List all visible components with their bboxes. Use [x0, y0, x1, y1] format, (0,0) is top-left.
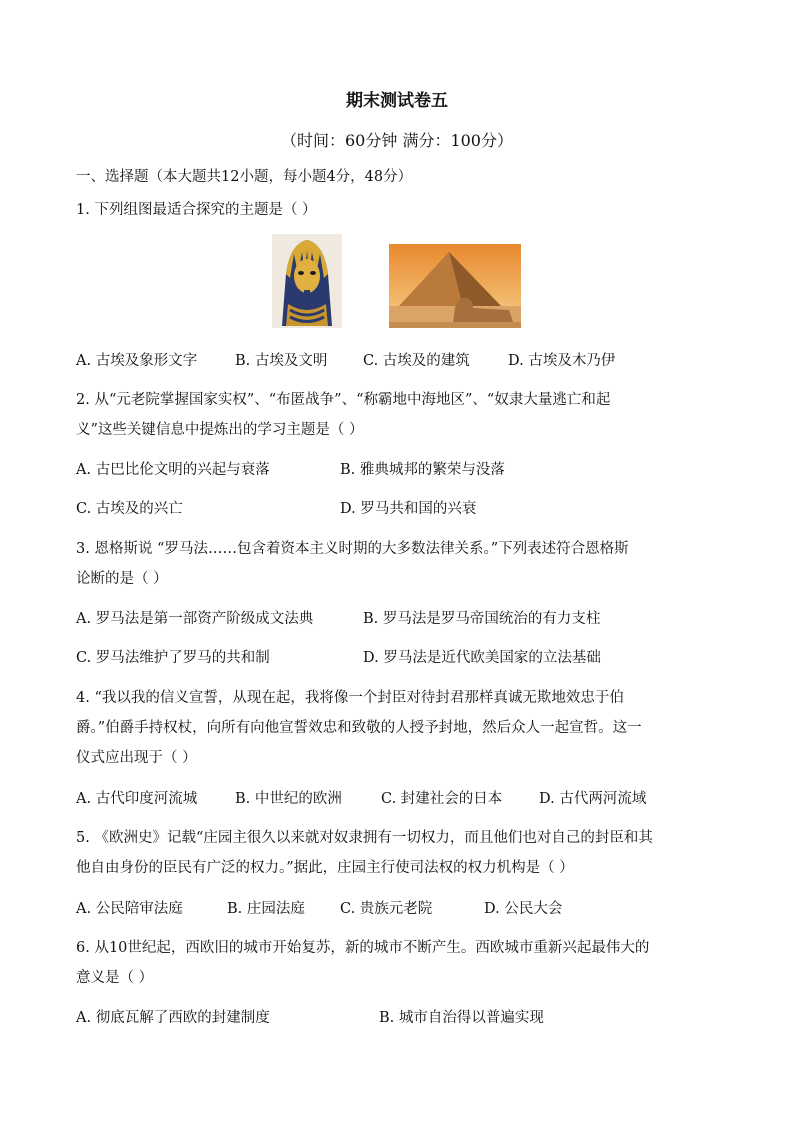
question-1-text: 1. 下列组图最适合探究的主题是（ ） — [76, 202, 317, 218]
question-1-option-d[interactable]: D. 古埃及木乃伊 — [508, 353, 616, 369]
question-5-text-line-1: 5. 《欧洲史》记载“庄园主很久以来就对奴隶拥有一切权力，而且他们也对自己的封臣和其 — [76, 830, 653, 846]
question-2-option-d[interactable]: D. 罗马共和国的兴衰 — [340, 501, 477, 517]
question-2-option-c[interactable]: C. 古埃及的兴亡 — [76, 501, 183, 517]
question-5-text-line-2: 他自由身份的臣民有广泛的权力。”据此，庄园主行使司法权的权力机构是（ ） — [76, 860, 574, 876]
question-4-text-line-1: 4. “我以我的信义宣誓，从现在起，我将像一个封臣对待封君那样真诚无欺地效忠于伯 — [76, 690, 624, 706]
question-6-option-b[interactable]: B. 城市自治得以普遍实现 — [379, 1010, 544, 1026]
question-1-option-a[interactable]: A. 古埃及象形文字 — [76, 353, 198, 369]
question-5-option-b[interactable]: B. 庄园法庭 — [227, 901, 305, 917]
question-6-text-line-2: 意义是（ ） — [76, 970, 154, 986]
pyramid-sphinx-icon — [389, 244, 521, 328]
question-2-text-line-2: 义”这些关键信息中提炼出的学习主题是（ ） — [76, 422, 364, 438]
exam-subtitle: （时间：60分钟 满分：100分） — [281, 131, 513, 150]
question-3-text-line-1: 3. 恩格斯说 “罗马法……包含着资本主义时期的大多数法律关系。”下列表述符合恩格斯 — [76, 541, 629, 557]
question-2-text-line-1: 2. 从“元老院掌握国家实权”、“布匿战争”、“称霸地中海地区”、“奴隶大量逃亡和起 — [76, 392, 611, 408]
question-6-text-line-1: 6. 从10世纪起，西欧旧的城市开始复苏，新的城市不断产生。西欧城市重新兴起最伟大的 — [76, 940, 650, 956]
section-heading: 一、选择题（本大题共12小题，每小题4分，48分） — [76, 169, 413, 185]
question-4-option-d[interactable]: D. 古代两河流域 — [539, 791, 647, 807]
question-3-option-d[interactable]: D. 罗马法是近代欧美国家的立法基础 — [363, 650, 601, 666]
question-4-option-c[interactable]: C. 封建社会的日本 — [381, 791, 503, 807]
question-4-text-line-3: 仪式应出现于（ ） — [76, 750, 197, 766]
question-3-option-a[interactable]: A. 罗马法是第一部资产阶级成文法典 — [76, 611, 314, 627]
question-2-option-a[interactable]: A. 古巴比伦文明的兴起与衰落 — [76, 462, 270, 478]
question-5-option-c[interactable]: C. 贵族元老院 — [340, 901, 433, 917]
question-2-option-b[interactable]: B. 雅典城邦的繁荣与没落 — [340, 462, 505, 478]
question-3-option-c[interactable]: C. 罗马法维护了罗马的共和制 — [76, 650, 270, 666]
question-3-option-b[interactable]: B. 罗马法是罗马帝国统治的有力支柱 — [363, 611, 601, 627]
question-5-option-d[interactable]: D. 公民大会 — [484, 901, 563, 917]
exam-title: 期末测试卷五 — [346, 91, 448, 111]
question-4-text-line-2: 爵。”伯爵手持权杖，向所有向他宣誓效忠和致敬的人授予封地，然后众人一起宣哲。这一 — [76, 720, 642, 736]
question-6-option-a[interactable]: A. 彻底瓦解了西欧的封建制度 — [76, 1010, 270, 1026]
pyramid-sphinx-image — [389, 244, 521, 328]
question-5-option-a[interactable]: A. 公民陪审法庭 — [76, 901, 183, 917]
pharaoh-mask-image — [272, 234, 342, 328]
question-4-option-a[interactable]: A. 古代印度河流城 — [76, 791, 198, 807]
pharaoh-mask-icon — [272, 234, 342, 328]
question-4-option-b[interactable]: B. 中世纪的欧洲 — [235, 791, 342, 807]
question-1-option-b[interactable]: B. 古埃及文明 — [235, 353, 328, 369]
question-1-option-c[interactable]: C. 古埃及的建筑 — [363, 353, 470, 369]
question-3-text-line-2: 论断的是（ ） — [76, 571, 168, 587]
